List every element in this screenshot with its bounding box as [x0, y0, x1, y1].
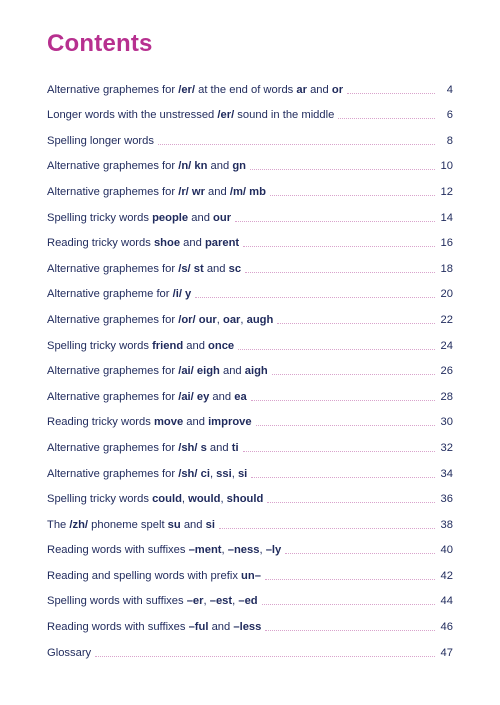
dotted-leader: [256, 424, 435, 426]
dotted-leader: [238, 348, 435, 350]
toc-page-number: 16: [440, 237, 453, 250]
toc-entry: [47, 404, 453, 430]
toc-entry: [47, 608, 453, 634]
toc-entry-keyword: /or/ our: [178, 313, 217, 326]
dotted-leader: [235, 220, 435, 222]
toc-entry-title: [47, 646, 91, 660]
dotted-leader: [285, 552, 435, 554]
dotted-leader: [195, 296, 435, 298]
toc-entry-text: The: [47, 518, 70, 531]
toc-entry-text: Spelling tricky words: [47, 211, 153, 224]
toc-entry-keyword: –ful: [188, 621, 209, 634]
toc-entry-text: Alternative graphemes for: [47, 390, 179, 403]
dotted-leader: [250, 168, 435, 170]
toc-entry-keyword: –ment: [188, 544, 222, 557]
toc-entry-keyword: –er: [186, 595, 204, 608]
toc-entry: [47, 71, 453, 97]
dotted-leader: [277, 322, 435, 324]
dotted-leader: [243, 245, 435, 247]
toc-page-number: 14: [440, 211, 453, 224]
toc-entry-title: [47, 415, 252, 429]
toc-page-number: 47: [440, 646, 453, 659]
toc-page-number: 40: [440, 544, 453, 557]
toc-entry-text: Alternative graphemes for: [47, 83, 179, 96]
toc-page-number: 24: [440, 339, 453, 352]
toc-entry-text: Spelling words with suffixes: [47, 595, 187, 608]
dotted-leader: [338, 117, 435, 119]
toc-entry: [47, 148, 453, 174]
toc-entry-keyword: su: [167, 518, 181, 531]
toc-entry-text: ,: [232, 595, 239, 608]
dotted-leader: [95, 655, 435, 657]
toc-entry-keyword: /zh/: [69, 518, 89, 531]
dotted-leader: [243, 450, 435, 452]
toc-entry-text: ,: [220, 493, 227, 506]
toc-entry-text: and: [306, 83, 332, 96]
toc-entry-text: Spelling tricky words: [47, 493, 153, 506]
toc-entry-keyword: sc: [228, 262, 242, 275]
toc-entry-keyword: ea: [234, 390, 247, 403]
toc-entry-text: Spelling longer words: [47, 134, 154, 147]
dotted-leader: [262, 603, 435, 605]
toc-entry-title: [47, 620, 261, 634]
dotted-leader: [265, 629, 435, 631]
toc-entry-keyword: oar: [222, 313, 241, 326]
toc-entry: [47, 532, 453, 558]
toc-entry-text: and: [207, 160, 233, 173]
toc-entry-text: and: [209, 390, 235, 403]
toc-page-number: 36: [440, 493, 453, 506]
toc-entry-keyword: move: [153, 416, 184, 429]
toc-entry-keyword: /er/: [217, 109, 235, 122]
toc-entry-keyword: gn: [232, 160, 246, 173]
toc-page-number: 42: [440, 569, 453, 582]
toc-entry-title: [47, 594, 258, 608]
toc-page-number: 18: [440, 262, 453, 275]
toc-entry: [47, 199, 453, 225]
toc-entry-title: [47, 518, 215, 532]
toc-page-number: 38: [440, 518, 453, 531]
toc-page-number: 4: [446, 83, 453, 96]
toc-entry-text: Alternative graphemes for: [47, 467, 179, 480]
toc-entry-text: Glossary: [47, 646, 92, 659]
toc-entry-keyword: un–: [241, 569, 261, 582]
toc-entry-text: ,: [240, 313, 247, 326]
toc-entry-keyword: –ly: [265, 544, 282, 557]
toc-entry-title: [47, 543, 281, 557]
toc-entry-text: and: [188, 211, 214, 224]
toc-entry-title: [47, 134, 154, 148]
toc-entry-keyword: /s/ st: [178, 262, 204, 275]
toc-entry: [47, 327, 453, 353]
dotted-leader: [219, 527, 435, 529]
toc-entry-text: and: [203, 262, 229, 275]
toc-entry: [47, 97, 453, 123]
toc-entry-title: [47, 108, 334, 122]
toc-entry: [47, 583, 453, 609]
toc-entry-title: [47, 185, 266, 199]
toc-entry: [47, 634, 453, 660]
toc-page-number: 30: [440, 416, 453, 429]
dotted-leader: [251, 476, 435, 478]
toc-entry-keyword: people: [152, 211, 189, 224]
toc-entry-text: at the end of words: [195, 83, 297, 96]
toc-entry-text: Reading words with suffixes: [47, 544, 189, 557]
toc-entry-text: Reading tricky words: [47, 237, 154, 250]
toc-entry-keyword: –ed: [238, 595, 258, 608]
toc-entry-keyword: ti: [231, 441, 239, 454]
toc-entry-keyword: shoe: [153, 237, 181, 250]
toc-entry-text: Alternative grapheme for: [47, 288, 173, 301]
toc-entry-text: ,: [259, 544, 266, 557]
toc-entry-text: sound in the middle: [234, 109, 335, 122]
toc-entry-keyword: could: [152, 493, 182, 506]
toc-entry-keyword: /n/ kn: [178, 160, 208, 173]
toc-entry-keyword: friend: [152, 339, 184, 352]
toc-entry-keyword: /ai/ ey: [178, 390, 210, 403]
toc-entry-keyword: /sh/ ci: [178, 467, 210, 480]
toc-entry-title: [47, 339, 234, 353]
toc-page-number: 20: [440, 288, 453, 301]
toc-entry: [47, 250, 453, 276]
toc-entry-title: [47, 287, 191, 301]
toc-entry-keyword: –ness: [227, 544, 260, 557]
toc-entry-text: and: [204, 185, 230, 198]
dotted-leader: [245, 271, 435, 273]
toc-entry-text: and: [183, 416, 209, 429]
toc-entry: [47, 301, 453, 327]
dotted-leader: [270, 194, 435, 196]
toc-entry: [47, 378, 453, 404]
toc-entry-text: Longer words with the unstressed: [47, 109, 218, 122]
toc-entry-title: [47, 467, 247, 481]
toc-page-number: 32: [440, 441, 453, 454]
toc-entry-text: ,: [216, 313, 223, 326]
toc-page-number: 34: [440, 467, 453, 480]
toc-entry-keyword: should: [226, 493, 264, 506]
toc-entry: [47, 481, 453, 507]
toc-entry-text: Alternative graphemes for: [47, 262, 179, 275]
toc-entry-keyword: our: [213, 211, 232, 224]
toc-entry-text: and: [180, 518, 206, 531]
toc-entry-keyword: ar: [296, 83, 307, 96]
toc-entry-keyword: aigh: [244, 365, 268, 378]
dotted-leader: [251, 399, 435, 401]
dotted-leader: [265, 578, 435, 580]
toc-entry: [47, 225, 453, 251]
toc-entry-text: and: [208, 621, 234, 634]
toc-entry-keyword: augh: [246, 313, 274, 326]
dotted-leader: [267, 501, 435, 503]
toc-entry-text: ,: [203, 595, 210, 608]
toc-entry-text: and: [180, 237, 205, 250]
toc-entry-keyword: /ai/ eigh: [178, 365, 220, 378]
dotted-leader: [347, 92, 435, 94]
toc-entry-keyword: –est: [209, 595, 233, 608]
toc-entry-title: [47, 313, 273, 327]
toc-entry-title: [47, 441, 239, 455]
toc-entry-keyword: /r/ wr: [178, 185, 205, 198]
toc-entry-keyword: once: [208, 339, 235, 352]
toc-entry-text: Reading tricky words: [47, 416, 154, 429]
toc-entry-title: [47, 236, 239, 250]
toc-entry-text: Reading and spelling words with prefix: [47, 569, 242, 582]
dotted-leader: [158, 143, 435, 145]
toc-entry-text: ,: [181, 493, 189, 506]
toc-entry-text: and: [206, 441, 232, 454]
toc-entry-keyword: would: [188, 493, 221, 506]
toc-entry-keyword: /i/ y: [172, 288, 192, 301]
toc-entry-keyword: parent: [204, 237, 240, 250]
toc-entry-keyword: si: [205, 518, 215, 531]
toc-page-number: 46: [440, 621, 453, 634]
toc-entry-text: phoneme spelt: [88, 518, 168, 531]
toc-entry-title: [47, 569, 261, 583]
dotted-leader: [272, 373, 435, 375]
toc-entry: [47, 122, 453, 148]
toc-entry: [47, 455, 453, 481]
toc-entry-title: [47, 211, 231, 225]
toc-entry-text: Spelling tricky words: [47, 339, 153, 352]
toc-entry-keyword: improve: [208, 416, 252, 429]
toc-entry-title: [47, 492, 263, 506]
toc-entry: [47, 557, 453, 583]
toc-page-number: 26: [440, 365, 453, 378]
toc-entry-title: [47, 159, 246, 173]
toc-page-number: 10: [440, 160, 453, 173]
toc-entry-text: ,: [209, 467, 217, 480]
toc-entry-text: Alternative graphemes for: [47, 185, 179, 198]
toc-entry-title: [47, 262, 241, 276]
toc-entry-keyword: /m/ mb: [229, 185, 266, 198]
toc-entry: [47, 173, 453, 199]
toc-entry-title: [47, 390, 247, 404]
toc-entry-text: Alternative graphemes for: [47, 365, 179, 378]
toc-entry-keyword: ssi: [216, 467, 232, 480]
toc-entry-text: Alternative graphemes for: [47, 313, 179, 326]
toc-entry-title: [47, 364, 268, 378]
page-title: Contents: [47, 30, 153, 57]
toc-page-number: 44: [440, 595, 453, 608]
table-of-contents: [47, 71, 453, 660]
toc-entry-text: and: [219, 365, 245, 378]
toc-entry-keyword: /sh/ s: [178, 441, 207, 454]
toc-entry-text: ,: [231, 467, 238, 480]
toc-entry-keyword: si: [237, 467, 248, 480]
toc-page-number: 28: [440, 390, 453, 403]
toc-page-number: 6: [446, 109, 453, 122]
toc-entry-text: Alternative graphemes for: [47, 160, 179, 173]
toc-entry: [47, 429, 453, 455]
toc-entry-text: Reading words with suffixes: [47, 621, 189, 634]
toc-entry-keyword: –less: [233, 621, 262, 634]
toc-entry: [47, 506, 453, 532]
toc-entry: [47, 276, 453, 302]
toc-entry-text: ,: [221, 544, 228, 557]
toc-entry-text: Alternative graphemes for: [47, 441, 179, 454]
toc-page-number: 12: [440, 185, 453, 198]
toc-entry-keyword: or: [331, 83, 344, 96]
toc-entry-keyword: /er/: [178, 83, 196, 96]
toc-entry: [47, 353, 453, 379]
toc-page-number: 22: [440, 313, 453, 326]
toc-entry-title: [47, 83, 343, 97]
toc-page-number: 8: [446, 134, 453, 147]
toc-entry-text: and: [183, 339, 209, 352]
